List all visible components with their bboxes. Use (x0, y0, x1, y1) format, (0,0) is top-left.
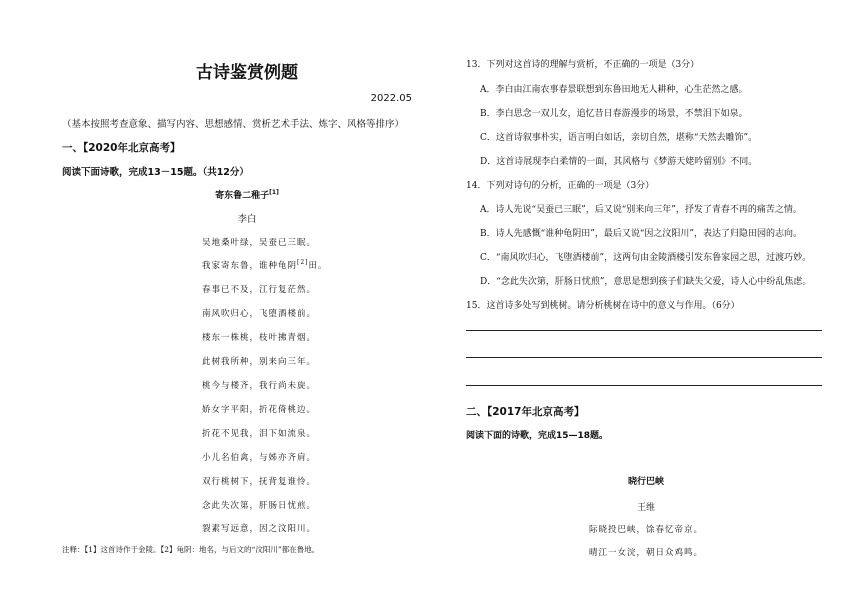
poem-line-note: [2] (297, 259, 309, 267)
section-heading-2020: 一、【2020年北京高考】 (62, 142, 181, 154)
poem-title-text: 寄东鲁二稚子 (215, 191, 270, 201)
poem-line: 此树我所种，别来向三年。 (202, 357, 317, 367)
poem-author: 李白 (237, 214, 257, 225)
answer-line[interactable] (466, 330, 822, 331)
q13-option-c: C．这首诗叙事朴实，语言明白如话，亲切自然，堪称“天然去雕饰”。 (480, 133, 758, 143)
q13-option-b: B．李白思念一双儿女，追忆昔日春游漫步的场景，不禁泪下如泉。 (480, 109, 748, 119)
instruction-2020: 阅读下面诗歌，完成13－15题。（共12分） (62, 167, 249, 178)
poem-line: 南风吹归心，飞堕酒楼前。 (202, 309, 317, 319)
poem-line: 念此失次第，肝肠日忧煎。 (202, 501, 317, 511)
footnote: 注释：【1】这首诗作于金陵。【2】龟阴：地名，与后文的“汶阳川”都在鲁地。 (62, 545, 320, 554)
poem-line: 桃今与楼齐，我行尚未旋。 (202, 381, 317, 391)
q14-option-b: B．诗人先感慨“谁种龟阴田”，最后又说“因之汶阳川”，表达了归隐田园的志向。 (480, 229, 803, 239)
poem-line: 娇女字平阳，折花倚桃边。 (202, 405, 317, 415)
poem-line: 楼东一株桃，枝叶拂青烟。 (202, 333, 317, 343)
left-column (62, 0, 432, 606)
question-15: 15．这首诗多处写到桃树。请分析桃树在诗中的意义与作用。（6分） (466, 301, 740, 311)
instruction-2017: 阅读下面的诗歌，完成15—18题。 (466, 431, 609, 441)
poem-line: 小儿名伯禽，与姊亦齐肩。 (202, 453, 317, 463)
q14-option-d: D．“念此失次第，肝肠日忧煎”，意思是想到孩子们缺失父爱，诗人心中纷乱焦虑。 (480, 277, 812, 287)
poem2-line: 晴江一女浣，朝日众鸡鸣。 (588, 548, 703, 558)
q14-option-a: A．诗人先说“吴蚕已三眠”，后又说“别来向三年”，抒发了青春不再的痛苦之情。 (480, 205, 802, 215)
question-14: 14．下列对诗句的分析，正确的一项是（3分） (466, 181, 655, 191)
date-label: 2022.05 (370, 93, 412, 104)
answer-line[interactable] (466, 385, 822, 386)
poem2-line: 际晓投巴峡，馀春忆帝京。 (588, 525, 703, 535)
q13-option-a: A．李白由江南农事春景联想到东鲁田地无人耕种，心生茫然之感。 (480, 85, 748, 95)
poem-line: 春事已不及，江行复茫然。 (202, 285, 317, 295)
right-column (466, 0, 826, 606)
poem2-author: 王维 (636, 503, 655, 513)
poem-line: 裂素写远意，因之汶阳川。 (202, 524, 317, 534)
page-title: 古诗鉴赏例题 (196, 63, 298, 83)
q14-option-c: C．“南风吹归心，飞堕酒楼前”，这两句由金陵酒楼引发东鲁家园之思，过渡巧妙。 (480, 253, 812, 263)
subtitle: （基本按照考查意象、描写内容、思想感情、赏析艺术手法、炼字、风格等排序） (62, 119, 405, 130)
answer-line[interactable] (466, 357, 822, 358)
poem2-title: 晓行巴峡 (627, 477, 664, 487)
poem-line: 折花不见我，泪下如流泉。 (202, 429, 317, 439)
poem-line-tail: 田。 (308, 261, 328, 271)
poem-line: 双行桃树下，抚背复谁怜。 (202, 477, 317, 487)
question-13: 13．下列对这首诗的理解与赏析，不正确的一项是（3分） (466, 60, 700, 70)
poem-title-note: [1] (269, 189, 279, 196)
q13-option-d: D．这首诗展现李白柔情的一面，其风格与《梦游天姥吟留别》不同。 (480, 157, 758, 167)
poem-line-text: 我家寄东鲁，谁种龟阴 (202, 261, 298, 271)
poem-line: 吴地桑叶绿，吴蚕已三眠。 (202, 238, 317, 248)
poem-title (62, 188, 432, 201)
poem-line (202, 259, 328, 271)
section-heading-2017: 二、【2017年北京高考】 (466, 406, 585, 418)
